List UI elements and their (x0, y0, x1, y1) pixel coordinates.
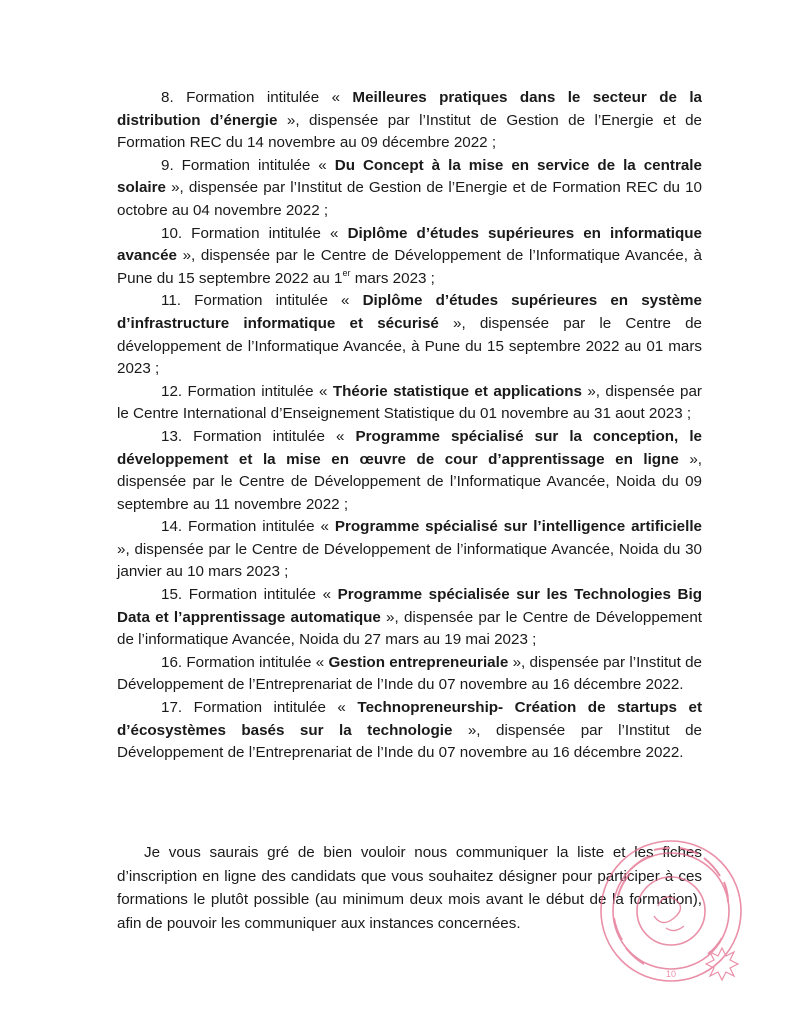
training-title: Du Concept à la mise en service de la centrale solaire (117, 156, 702, 197)
training-item-10: 10. Formation intitulée « Diplôme d’études supérieures en informatique avancée », dispensée par le Centre de Développement de l’Informatique Avancée, à Pune du 15 septembre 2022 au 1er mars 2023 ; (117, 224, 702, 287)
training-title: Diplôme d’études supérieures en système d’infrastructure informatique et sécurisé (117, 292, 702, 332)
closing-paragraph: Je vous saurais gré de bien vouloir nous communiquer la liste et les fiches d’inscription en ligne des candidats que vous souhaitez désigner pour participer à ces formations le plutôt possible (au minimum deux mois avant le début de la formation), afin de pouvoir les communiquer aux instances concernées. (117, 844, 702, 932)
training-title: Gestion entrepreneuriale (328, 653, 509, 671)
training-title: Programme spécialisé sur la conception, le développement et la mise en œuvre de cour d’apprentissage en ligne (117, 427, 702, 468)
training-item-11: 11. Formation intitulée « Diplôme d’études supérieures en système d’infrastructure informatique et sécurisé », dispensée par le Centre de développement de l’Informatique Avancée, à Pune du 15 septembre 2022 au 01 mars 2023 ; (117, 292, 702, 378)
training-title: Technopreneurship- Création de startups et d’écosystèmes basés sur la technologie (117, 699, 703, 739)
official-stamp-icon (596, 836, 746, 986)
training-item-15: 15. Formation intitulée « Programme spécialisée sur les Technologies Big Data et l’apprentissage automatique », dispensée par le Centre de Développement de l’informatique Avancée, Noida du 27 mars au 19 mai 2023 ; (117, 586, 702, 649)
training-item-9: 9. Formation intitulée « Du Concept à la mise en service de la centrale solaire », dispensée par l’Institut de Gestion de l’Energie et de Formation REC du 10 octobre au 04 novembre 2022 ; (117, 156, 702, 219)
training-item-8: 8. Formation intitulée « Meilleures pratiques dans le secteur de la distribution d’énergie », dispensée par l’Institut de Gestion de l’Energie et de Formation REC du 14 novembre au 09 décembre 2022 ; (117, 89, 702, 152)
training-title: Programme spécialisé sur l’intelligence artificielle (334, 518, 702, 536)
training-list (117, 87, 702, 765)
training-title: Diplôme d’études supérieures en informatique avancée (117, 224, 702, 265)
stamp-number: 10 (666, 969, 677, 979)
training-item-14: 14. Formation intitulée « Programme spécialisé sur l’intelligence artificielle », dispensée par le Centre de Développement de l’informatique Avancée, Noida du 30 janvier au 10 mars 2023 ; (117, 518, 702, 581)
training-title: Meilleures pratiques dans le secteur de la distribution d’énergie (117, 89, 702, 129)
training-item-13: 13. Formation intitulée « Programme spécialisé sur la conception, le développement et la mise en œuvre de cour d’apprentissage en ligne », dispensée par le Centre de Développement de l’Informatique Avancée, Noida du 09 septembre au 11 novembre 2022 ; (117, 427, 702, 513)
training-title: Théorie statistique et applications (332, 382, 582, 400)
training-title: Programme spécialisée sur les Technologies Big Data et l’apprentissage automatique (117, 586, 702, 626)
training-item-16: 16. Formation intitulée « Gestion entrepreneuriale », dispensée par l’Institut de Développement de l’Entreprenariat de l’Inde du 07 novembre au 16 décembre 2022. (117, 653, 703, 694)
training-item-12: 12. Formation intitulée « Théorie statistique et applications », dispensée par le Centre International d’Enseignement Statistique du 01 novembre au 31 aout 2023 ; (117, 382, 702, 423)
training-item-17: 17. Formation intitulée « Technopreneurship- Création de startups et d’écosystèmes basés sur la technologie », dispensée par l’Institut de Développement de l’Entreprenariat de l’Inde du 07 novembre au 16 décembre 2022. (117, 699, 703, 762)
